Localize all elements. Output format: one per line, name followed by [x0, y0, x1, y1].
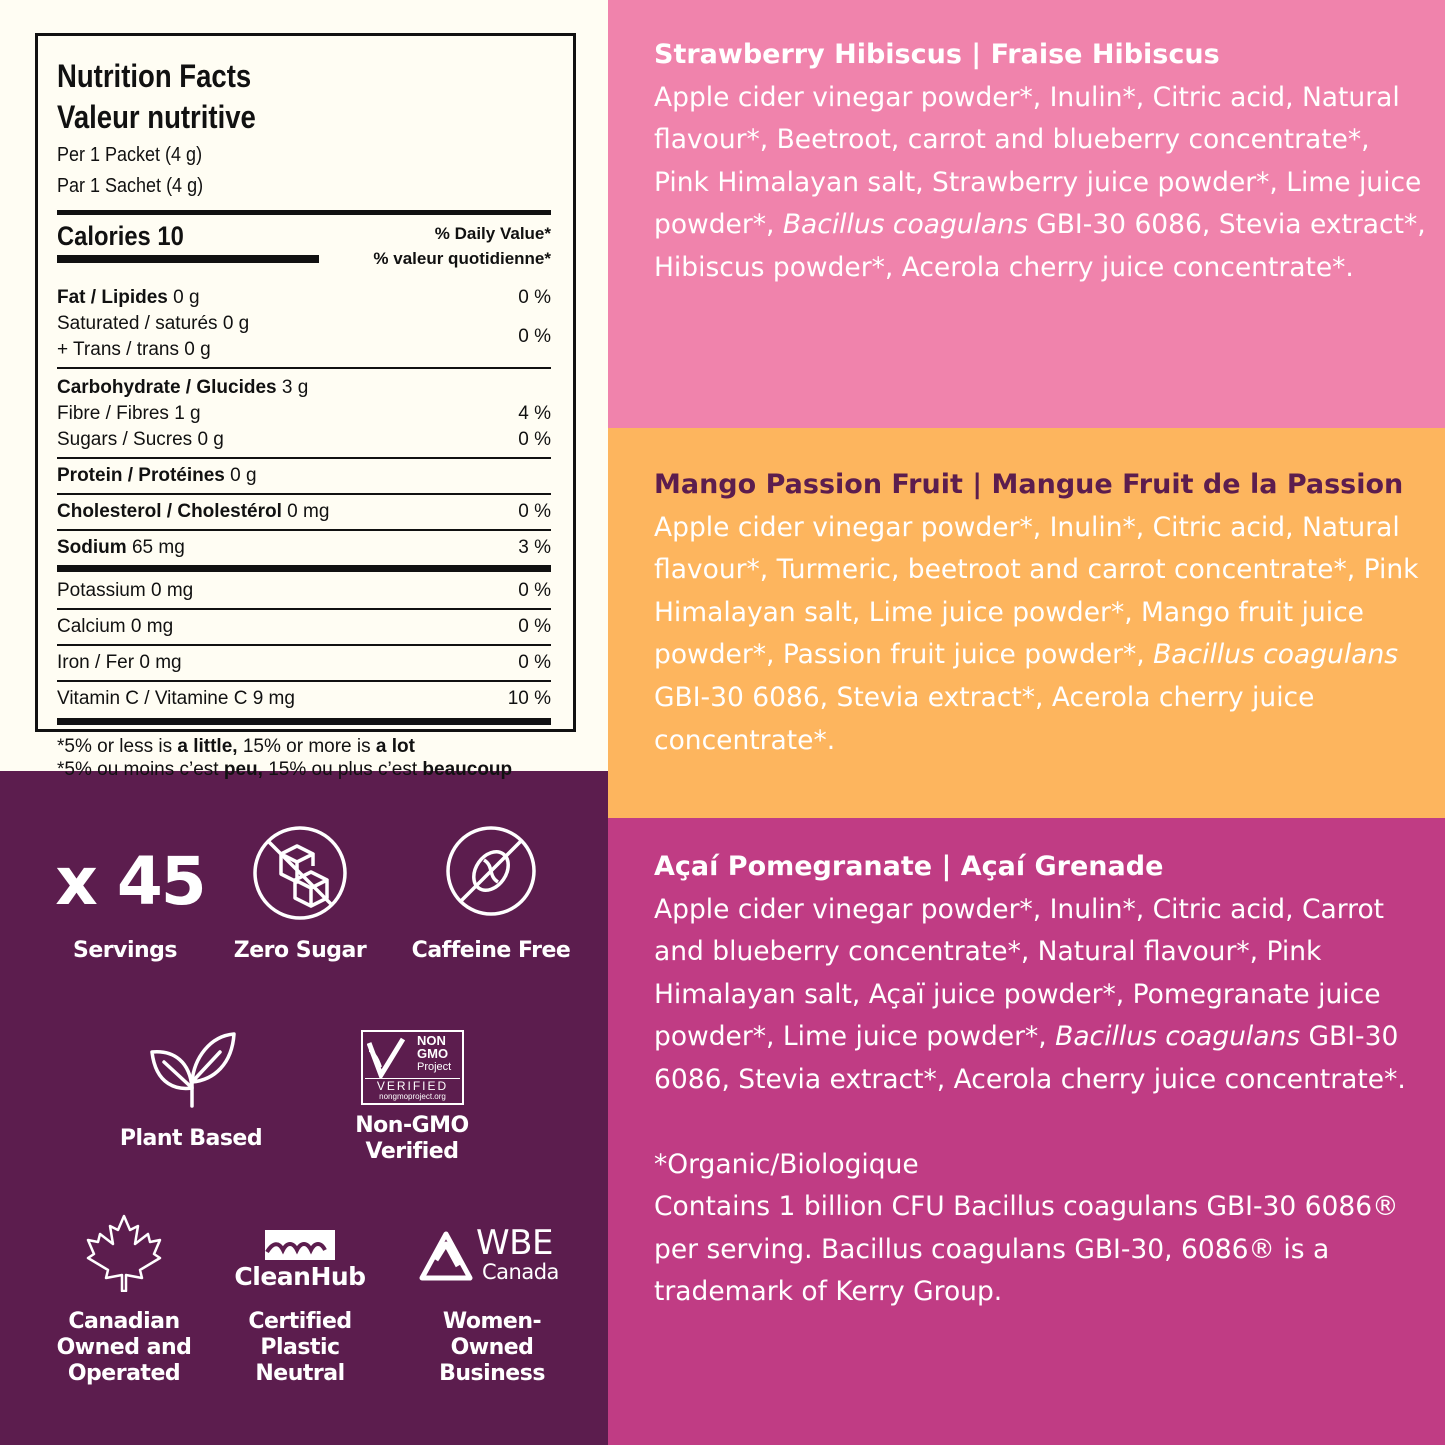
daily-value-fr: % valeur quotidienne* [373, 249, 551, 268]
nutrient-name: Calcium 0 mg [57, 616, 174, 637]
nutrient-percent: 0 % [518, 580, 551, 601]
wbe-logo-canada: Canada [482, 1260, 559, 1284]
nutrient-name: Iron / Fer 0 mg [57, 652, 182, 673]
divider [57, 644, 551, 646]
non-gmo-project-logo [361, 1030, 464, 1105]
zero-sugar-label: Zero Sugar [233, 938, 367, 963]
strawberry-ingredients-2: Pink Himalayan salt, Strawberry juice powder*, Lime juice powder*, Bacillus coagulans GBI-30 6086, Stevia extract*, Hibiscus powder*, Acerola cherry juice concentrate*. [654, 166, 1426, 283]
nutrient-percent: 10 % [507, 688, 551, 709]
nutrient-row [57, 578, 551, 604]
wbe-logo-text: WBE [476, 1223, 553, 1263]
strawberry-title: Strawberry Hibiscus | Fraise Hibiscus [654, 39, 1220, 70]
nutrient-name: Vitamin C / Vitamine C 9 mg [57, 688, 295, 709]
non-gmo-logo-text-3: Project [417, 1061, 452, 1073]
nutrient-name: Fibre / Fibres 1 g [57, 403, 201, 424]
mango-title: Mango Passion Fruit | Mangue Fruit de la Passion [654, 469, 1404, 500]
non-gmo-label: Non-GMO Verified [355, 1113, 469, 1164]
divider [57, 608, 551, 610]
nutrient-row [57, 285, 551, 311]
organic-note: *Organic/Biologique [654, 1148, 919, 1180]
nutrient-percent: 0 % [518, 501, 551, 522]
nutrient-percent: 3 % [518, 537, 551, 558]
nutrition-title-en: Nutrition Facts [57, 58, 252, 94]
divider [57, 493, 551, 495]
divider [57, 718, 551, 725]
nutrient-row [57, 499, 551, 525]
nutrient-name: Carbohydrate / Glucides 3 g [57, 377, 309, 398]
nutrition-title-fr: Valeur nutritive [57, 99, 256, 135]
nutrient-name: Cholesterol / Cholestérol 0 mg [57, 501, 330, 522]
probiotic-note: Contains 1 billion CFU Bacillus coagulans GBI-30 6086® per serving. Bacillus coagulans GBI-30, 6086® is a trademark of Kerry Group. [654, 1191, 1399, 1308]
nutrient-percent: 4 % [518, 403, 551, 424]
mango-passion-panel [608, 428, 1445, 818]
calories: Calories 10 [57, 221, 184, 251]
nutrient-row [57, 401, 551, 427]
zero-sugar-icon [251, 824, 349, 922]
nutrient-percent: 0 % [518, 616, 551, 637]
nutrient-row [57, 686, 551, 712]
plant-based-label: Plant Based [119, 1126, 263, 1151]
non-gmo-logo-text-1: NON [417, 1033, 446, 1048]
acai-pomegranate-panel [608, 818, 1445, 1445]
plant-icon [148, 1030, 236, 1108]
divider [57, 367, 551, 369]
nutrient-row [57, 375, 551, 401]
non-gmo-logo-text-2: GMO [417, 1046, 449, 1061]
non-gmo-logo-text-4: VERIFIED [365, 1078, 460, 1093]
divider [57, 529, 551, 531]
nutrient-name: Sugars / Sucres 0 g [57, 429, 224, 450]
wbe-canada-logo-icon [418, 1230, 474, 1284]
nutrient-percent: 0 % [518, 652, 551, 673]
nutrient-name: Fat / Lipides 0 g [57, 287, 200, 308]
nutrient-name: Protein / Protéines 0 g [57, 465, 257, 486]
caffeine-free-icon [444, 824, 538, 918]
divider [57, 680, 551, 682]
calories-row [57, 215, 551, 285]
daily-value-en: % Daily Value* [434, 224, 551, 243]
nutrition-facts-label [35, 33, 576, 780]
calories-bar [57, 255, 319, 263]
nutrient-percent: 0 % [518, 287, 551, 308]
nutrient-row [57, 614, 551, 640]
nutrient-row [57, 463, 551, 489]
cleanhub-logo: CleanHub [234, 1262, 366, 1291]
nutrient-row [57, 427, 551, 453]
nutrient-row-saturated-trans: Saturated / saturés 0 g + Trans / trans 0 g 0 % [57, 313, 551, 360]
non-gmo-logo-text-5: nongmoproject.org [379, 1092, 446, 1101]
divider [57, 565, 551, 572]
daily-value-header [373, 221, 551, 271]
servings-label: Servings [72, 938, 177, 963]
women-owned-label: Women-Owned Business [439, 1309, 545, 1386]
mango-ingredients: Apple cider vinegar powder*, Inulin*, Citric acid, Natural flavour*, Turmeric, beetroot and carrot concentrate*, Pink Himalayan salt, Lime juice powder*, Mango fruit juice powder*, Passion fruit juice powder*, Bacillus coagulans GBI-30 6086, Stevia extract*, Acerola cherry juice concentrate*. [654, 511, 1419, 756]
nutrient-name: Sodium 65 mg [57, 537, 185, 558]
nutrient-row [57, 535, 551, 561]
nutrient-name: Potassium 0 mg [57, 580, 194, 601]
maple-leaf-icon [86, 1214, 162, 1292]
nutrient-percent: 0 % [518, 429, 551, 450]
divider [57, 457, 551, 459]
serving-size-fr: Par 1 Sachet (4 g) [57, 175, 204, 197]
acai-title: Açaí Pomegranate | Açaí Grenade [654, 851, 1164, 882]
serving-size-en: Per 1 Packet (4 g) [57, 144, 203, 166]
nutrient-percent: 0 % [518, 326, 551, 347]
nutrient-row [57, 650, 551, 676]
cleanhub-wave-icon [265, 1230, 335, 1260]
footnote-en: *5% or less is a little, 15% or more is a lot [57, 736, 415, 757]
canadian-owned-label: Canadian Owned and Operated [56, 1309, 192, 1386]
cleanhub-label: Certified Plastic Neutral [248, 1309, 352, 1386]
acai-ingredients: Apple cider vinegar powder*, Inulin*, Citric acid, Carrot and blueberry concentrate*, Natural flavour*, Pink Himalayan salt, Açaï juice powder*, Pomegranate juice powder*, Lime juice powder*, Bacillus coagulans GBI-30 6086, Stevia extract*, Acerola cherry juice concentrate*. [654, 893, 1406, 1095]
strawberry-hibiscus-panel [608, 0, 1445, 428]
footnote-fr: *5% ou moins c’est peu, 15% ou plus c’est beaucoup [57, 759, 513, 780]
caffeine-free-label: Caffeine Free [411, 938, 571, 963]
servings-count: x 45 [55, 843, 205, 920]
strawberry-ingredients-1: Apple cider vinegar powder*, Inulin*, Citric acid, Natural flavour*, Beetroot, carrot and blueberry concentrate*, [654, 81, 1400, 156]
nutrient-rows [57, 285, 551, 712]
